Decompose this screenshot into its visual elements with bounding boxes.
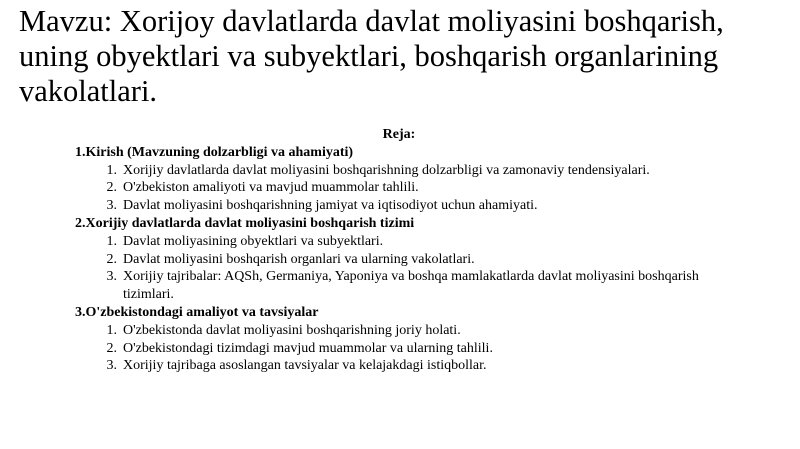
plan-section: [75, 215, 725, 304]
list-item-text: O'zbekistonda davlat moliyasini boshqarishning joriy holati.: [123, 322, 461, 338]
list-item: [75, 197, 725, 215]
list-item-text: O'zbekistondagi tizimdagi mavjud muammolar va ularning tahlili.: [123, 340, 493, 356]
list-item: [75, 179, 725, 197]
list-item: [75, 251, 725, 269]
section-items: [75, 322, 725, 375]
section-items: [75, 162, 725, 215]
slide-title: Mavzu: Xorijoy davlatlarda davlat moliyasini boshqarish, uning obyektlari va subyektlari, boshqarish organlarining vakolatlari.: [19, 4, 724, 108]
list-item-text: Davlat moliyasini boshqarish organlari va ularning vakolatlari.: [123, 251, 475, 267]
list-item-text: Davlat moliyasining obyektlari va subyektlari.: [123, 233, 384, 249]
section-title: 1.Kirish (Mavzuning dolzarbligi va ahamiyati): [75, 144, 354, 160]
list-item-number: 2.: [106, 251, 117, 267]
plan-outline: [75, 126, 725, 375]
plan-heading: Reja:: [382, 127, 416, 142]
plan-section: [75, 304, 725, 375]
section-title: 2.Xorijiy davlatlarda davlat moliyasini boshqarish tizimi: [75, 215, 415, 231]
list-item-text: Xorijiy davlatlarda davlat moliyasini boshqarishning dolzarbligi va zamonaviy tendensiyalari.: [123, 162, 650, 178]
list-item: [75, 322, 725, 340]
list-item-text: Xorijiy tajribaga asoslangan tavsiyalar va kelajakdagi istiqbollar.: [123, 358, 487, 374]
list-item-number: 1.: [106, 322, 117, 338]
list-item: [75, 340, 725, 358]
list-item-number: 3.: [106, 269, 117, 285]
list-item: [75, 233, 725, 251]
list-item: [75, 268, 725, 304]
list-item: [75, 162, 725, 180]
list-item-number: 1.: [106, 233, 117, 249]
plan-sections: [75, 144, 725, 375]
section-items: [75, 233, 725, 304]
list-item-number: 3.: [106, 198, 117, 214]
list-item-text: Xorijiy tajribalar: AQSh, Germaniya, Yaponiya va boshqa mamlakatlarda davlat moliyasini boshqarish tizimlari.: [123, 269, 699, 303]
section-title: 3.O'zbekistondagi amaliyot va tavsiyalar: [75, 304, 319, 320]
plan-section: [75, 144, 725, 215]
list-item-number: 3.: [106, 358, 117, 374]
list-item-number: 1.: [106, 162, 117, 178]
list-item-text: Davlat moliyasini boshqarishning jamiyat va iqtisodiyot uchun ahamiyati.: [123, 198, 538, 214]
list-item-number: 2.: [106, 340, 117, 356]
list-item-text: O'zbekiston amaliyoti va mavjud muammolar tahlili.: [123, 180, 419, 196]
list-item: [75, 357, 725, 375]
list-item-number: 2.: [106, 180, 117, 196]
